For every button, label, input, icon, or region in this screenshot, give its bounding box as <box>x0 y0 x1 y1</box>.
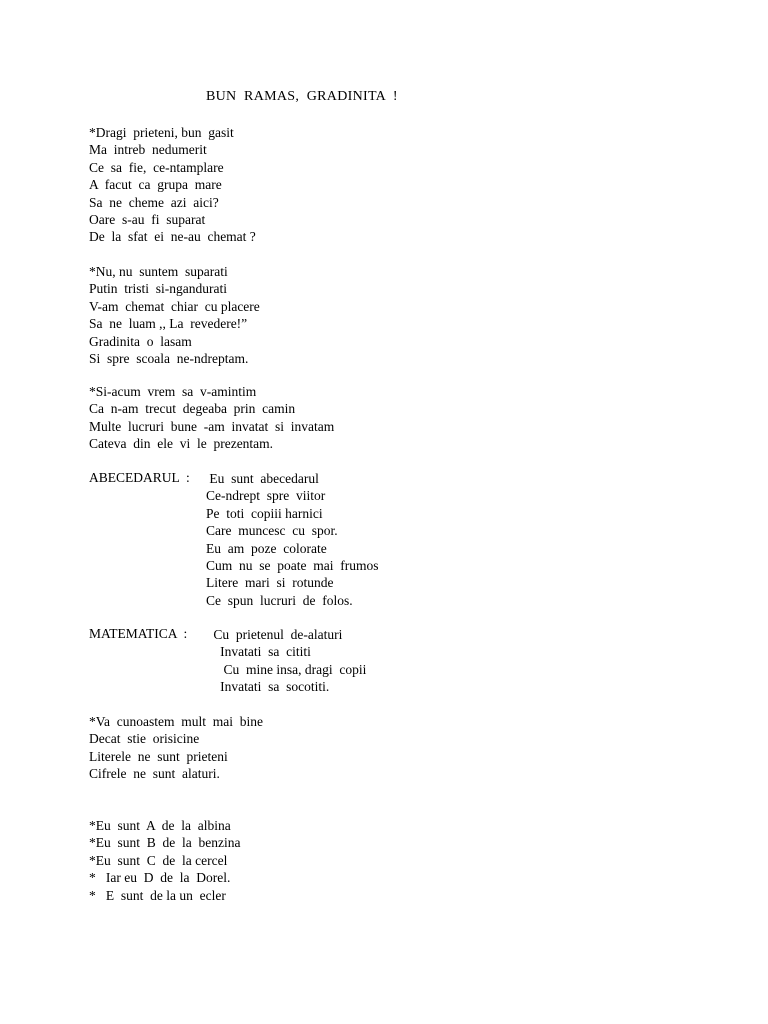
poem-line: * Iar eu D de la Dorel. <box>89 870 231 886</box>
poem-line: *Eu sunt A de la albina <box>89 818 231 833</box>
poem-line: *Eu sunt B de la benzina <box>89 835 241 851</box>
poem-line: Eu am poze colorate <box>206 540 327 556</box>
poem-line: Cu prietenul de-alaturi <box>210 627 343 642</box>
stanza-5 <box>89 817 240 904</box>
poem-line: *Si-acum vrem sa v-amintim <box>89 384 257 399</box>
poem-line: Care muncesc cu spor. <box>206 523 338 539</box>
poem-line: Decat stie orisicine <box>89 731 200 747</box>
stanza-1 <box>89 124 256 246</box>
abecedar-section <box>89 470 378 609</box>
poem-line: *Va cunoastem mult mai bine <box>89 714 263 729</box>
poem-line: *Dragi prieteni, bun gasit <box>89 125 234 140</box>
poem-line: Cu mine insa, dragi copii <box>210 661 367 677</box>
poem-line: Sa ne cheme azi aici? <box>89 194 219 210</box>
poem-line: Oare s-au fi suparat <box>89 211 206 227</box>
matematica-section <box>89 626 366 696</box>
poem-line: Pe toti copiii harnici <box>206 505 323 521</box>
poem-line: Gradinita o lasam <box>89 333 192 349</box>
poem-line: *Eu sunt C de la cercel <box>89 852 228 868</box>
poem-line: Eu sunt abecedarul <box>206 471 319 486</box>
speaker-label-abecedar: ABECEDARUL : <box>89 470 190 485</box>
poem-line: A facut ca grupa mare <box>89 177 222 193</box>
poem-line: Putin tristi si-ngandurati <box>89 281 227 297</box>
poem-line: Invatati sa cititi <box>210 644 311 660</box>
poem-line: Ma intreb nedumerit <box>89 142 207 158</box>
poem-line: Ce sa fie, ce-ntamplare <box>89 159 224 175</box>
poem-line: Ca n-am trecut degeaba prin camin <box>89 401 296 417</box>
poem-line: Litere mari si rotunde <box>206 575 334 591</box>
poem-line: Cifrele ne sunt alaturi. <box>89 766 220 782</box>
poem-line: Cateva din ele vi le prezentam. <box>89 436 274 452</box>
poem-line: Si spre scoala ne-ndreptam. <box>89 350 249 366</box>
poem-title: BUN RAMAS, GRADINITA ! <box>206 89 398 104</box>
speaker-label-matematica: MATEMATICA : <box>89 626 188 641</box>
matematica-lines <box>210 626 366 696</box>
poem-line: De la sfat ei ne-au chemat ? <box>89 229 256 245</box>
poem-line: Literele ne sunt prieteni <box>89 748 228 764</box>
stanza-4 <box>89 713 263 783</box>
poem-line: V-am chemat chiar cu placere <box>89 298 260 314</box>
poem-line: Cum nu se poate mai frumos <box>206 557 379 573</box>
poem-line: * E sunt de la un ecler <box>89 887 226 903</box>
stanza-3 <box>89 383 334 453</box>
poem-line: *Nu, nu suntem suparati <box>89 264 228 279</box>
poem-line: Ce-ndrept spre viitor <box>206 488 326 504</box>
poem-line: Ce spun lucruri de folos. <box>206 592 353 608</box>
abecedar-lines <box>206 470 378 609</box>
stanza-2 <box>89 263 260 367</box>
poem-line: Invatati sa socotiti. <box>210 679 330 695</box>
poem-line: Sa ne luam ,, La revedere!” <box>89 316 248 332</box>
poem-line: Multe lucruri bune -am invatat si invatam <box>89 418 335 434</box>
